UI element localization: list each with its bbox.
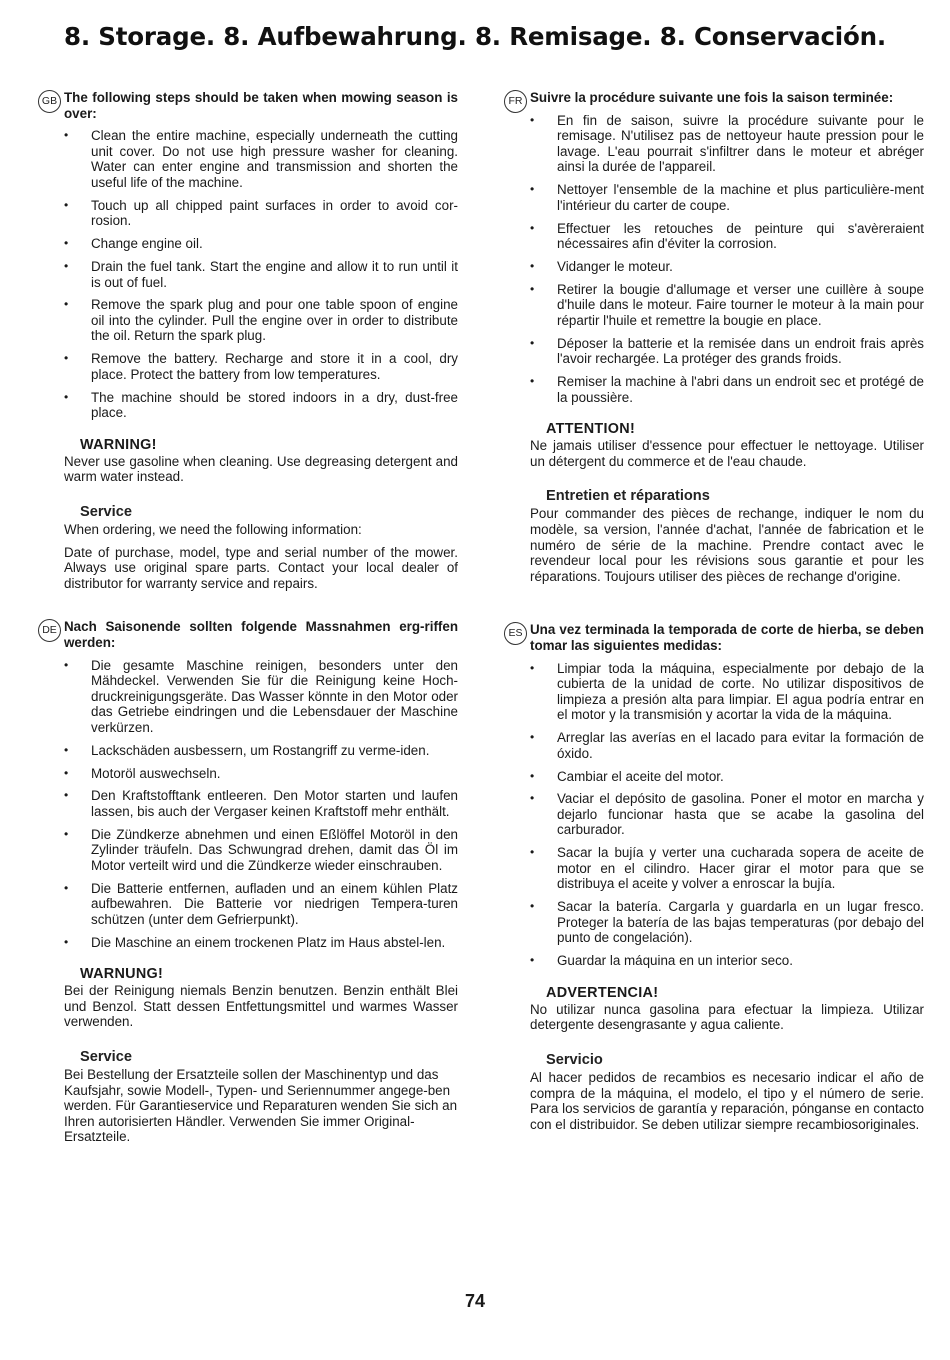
warning-text: No utilizar nunca gasolina para efectuar la limpieza. Utilizar detergente desengrasante y agua caliente. — [530, 1001, 924, 1033]
bullet-icon: • — [530, 220, 535, 235]
warning-text: Never use gasoline when cleaning. Use degreasing detergent and warm water instead. — [64, 453, 458, 485]
list-item: • Die gesamte Maschine reinigen, besonders unter den Mähdeckel. Verwenden Sie für die Reinigung keine Hoch-druckreinigungsgeräte. Das Wasser könnte in den Motor oder das Getriebe eindringen und die Lebensdauer der Maschine verkürzen. — [64, 657, 458, 735]
list-item: • Touch up all chipped paint surfaces in order to avoid cor-rosion. — [64, 197, 458, 229]
bullet-icon: • — [530, 845, 535, 860]
section-intro: Una vez terminada la temporada de corte de hierba, se deben tomar las siguientes medidas: — [530, 622, 924, 653]
service-text: Pour commander des pièces de rechange, indiquer le nom du modèle, sa version, l'année d'achat, l'année de fabrication et le numéro de série de la machine. Prendre contact avec le revendeur local pour les révisions sous garantie et pour les réparations. Toujours utiliser des pièces de rechange d'origine. — [530, 506, 924, 584]
service-text: When ordering, we need the following information: — [64, 522, 362, 537]
step-list — [64, 658, 458, 951]
section-fr — [508, 90, 924, 584]
list-item: • Vidanger le moteur. — [530, 258, 673, 274]
list-item: • Arreglar las averías en el lacado para evitar la formación de óxido. — [530, 730, 924, 761]
list-item: • Vaciar el depósito de gasolina. Poner el motor en marcha y dejarlo funcionar hasta que se acabe la gasolina del carburador. — [530, 791, 924, 838]
warning-text: Ne jamais utiliser d'essence pour effectuer le nettoyage. Utiliser un détergent du commerce et de l'eau chaude. — [530, 438, 924, 469]
language-badge-de: DE — [38, 619, 61, 642]
bullet-icon: • — [530, 335, 535, 350]
service-heading: Service — [80, 504, 132, 520]
warning-heading: ADVERTENCIA! — [546, 984, 659, 1001]
bullet-icon: • — [64, 826, 69, 841]
page-title: 8. Storage. 8. Aufbewahrung. 8. Remisage. 8. Conservación. — [64, 22, 886, 51]
list-item: • Die Zündkerze abnehmen und einen Eßlöffel Motoröl in den Zylinder träufeln. Das Schwungrad drehen, damit das Öl im Motor verteilt wird und die Zündkerze wieder einschrauben. — [64, 826, 458, 873]
list-item: • Sacar la batería. Cargarla y guardarla en un lugar fresco. Proteger la batería de las bajas temperaturas (por debajo del punto de congelación). — [530, 899, 924, 946]
bullet-icon: • — [64, 297, 69, 312]
bullet-icon: • — [530, 953, 535, 968]
list-item: • Déposer la batterie et la remisée dans un endroit frais après l'avoir rechargée. La protéger des grands froids. — [530, 335, 924, 367]
bullet-icon: • — [64, 389, 69, 404]
list-item: • Change engine oil. — [64, 236, 203, 252]
bullet-icon: • — [530, 112, 535, 127]
list-item: • Effectuer les retouches de peinture qui s'avèreraient nécessaires afin d'éviter la corrosion. — [530, 220, 924, 252]
list-item: • Remove the spark plug and pour one table spoon of engine oil into the cylinder. Pull the engine over in order to distribute the oil. Return the spark plug. — [64, 297, 458, 344]
list-item: • Remiser la machine à l'abri dans un endroit sec et protégé de la poussière. — [530, 374, 924, 405]
bullet-icon: • — [530, 791, 535, 806]
list-item: • Die Maschine an einem trockenen Platz im Haus abstel-len. — [64, 934, 446, 950]
list-item: • Sacar la bujía y verter una cucharada sopera de aceite de motor en el cilindro. Hacer girar el motor para que se distribuya el aceite y volver a enroscar la bujía. — [530, 845, 924, 892]
list-item: • Remove the battery. Recharge and store it in a cool, dry place. Protect the battery from low temperatures. — [64, 351, 458, 382]
list-item: • Guardar la máquina en un interior seco. — [530, 953, 793, 969]
bullet-icon: • — [530, 730, 535, 745]
bullet-icon: • — [530, 258, 535, 273]
section-de — [42, 619, 458, 1145]
service-heading: Servicio — [546, 1051, 603, 1068]
step-list — [530, 661, 924, 969]
bullet-icon: • — [64, 788, 69, 803]
step-list — [530, 113, 924, 406]
warning-heading: WARNING! — [80, 436, 157, 453]
bullet-icon: • — [530, 281, 535, 296]
list-item: • Limpiar toda la máquina, especialmente por debajo de la cubierta de la unidad de corte. No utilizar dispositivos de limpieza a presión alta para limpiar. El agua podría entrar en el motor y la transmisión y acortar la vida de la máquina. — [530, 660, 924, 723]
section-es — [508, 622, 924, 1132]
list-item: • Cambiar el aceite del motor. — [530, 768, 724, 784]
section-gb — [41, 90, 458, 591]
bullet-icon: • — [530, 660, 535, 675]
warning-heading: ATTENTION! — [546, 421, 636, 438]
step-list — [64, 128, 458, 421]
list-item: • Motoröl auswechseln. — [64, 765, 221, 781]
list-item: • Lackschäden ausbessern, um Rostangriff zu verme-iden. — [64, 742, 430, 758]
section-intro: Nach Saisonende sollten folgende Massnahmen erg-riffen werden: — [64, 619, 458, 650]
section-intro: The following steps should be taken when mowing season is over: — [64, 90, 458, 121]
list-item: • Den Kraftstofftank entleeren. Den Motor starten und laufen lassen, bis auch der Vergaser keinen Kraftstoff mehr enthält. — [64, 788, 458, 819]
language-badge-es: ES — [504, 622, 527, 645]
list-item: • Drain the fuel tank. Start the engine and allow it to run until it is out of fuel. — [64, 258, 458, 290]
page-number: 74 — [464, 1291, 486, 1311]
list-item: • Die Batterie entfernen, aufladen und an einem kühlen Platz aufbewahren. Die Batterie vor niedrigen Tempera-turen schützen (unter dem Gefrierpunkt). — [64, 880, 458, 927]
bullet-icon: • — [64, 128, 69, 143]
section-intro: Suivre la procédure suivante une fois la saison terminée: — [530, 90, 894, 105]
bullet-icon: • — [64, 657, 69, 672]
warning-heading: WARNUNG! — [80, 966, 164, 983]
warning-text: Bei der Reinigung niemals Benzin benutzen. Benzin enthält Blei und Benzol. Statt dessen Entfettungsmittel und warmes Wasser verwenden. — [64, 983, 458, 1030]
language-badge-fr: FR — [504, 90, 527, 113]
bullet-icon: • — [64, 197, 69, 212]
right-column — [508, 90, 924, 1132]
list-item: • Clean the entire machine, especially underneath the cutting unit cover. Do not use high pressure washer for cleaning. Water can enter engine and transmission and shorten the useful life of the machine. — [64, 128, 458, 190]
service-text: Al hacer pedidos de recambios es necesario indicar el año de compra de la máquina, el modelo, el tipo y el número de serie. Para los servicios de garantía y reparación, pónganse en contacto con el distribuidor. Se deben utilizar siempre recambiosoriginales. — [530, 1069, 924, 1132]
bullet-icon: • — [64, 258, 69, 273]
bullet-icon: • — [64, 880, 69, 895]
list-item: • The machine should be stored indoors in a dry, dust-free place. — [64, 389, 458, 421]
service-text: Date of purchase, model, type and serial number of the mower. Always use original spare parts. Contact your local dealer of distributor for warranty service and repairs. — [64, 544, 458, 591]
list-item: • Retirer la bougie d'allumage et verser une cuillère à soupe d'huile dans le moteur. Faire tourner le moteur à la main pour répartir l'huile et remettre la bougie en place. — [530, 281, 924, 328]
list-item: • Nettoyer l'ensemble de la machine et plus particulière-ment l'intérieur du carter de coupe. — [530, 182, 924, 213]
list-item: • En fin de saison, suivre la procédure suivante pour le remisage. N'utilisez pas de nettoyeur haute pression pour le lavage. L'eau pourrait s'infiltrer dans le moteur et abréger ainsi la durée de l'appareil. — [530, 112, 924, 175]
bullet-icon: • — [64, 351, 69, 366]
bullet-icon: • — [530, 182, 535, 197]
service-heading: Service — [80, 1048, 132, 1065]
bullet-icon: • — [530, 374, 535, 389]
bullet-icon: • — [530, 768, 535, 783]
bullet-icon: • — [64, 765, 69, 780]
bullet-icon: • — [64, 934, 69, 949]
bullet-icon: • — [64, 742, 69, 757]
left-column — [41, 90, 458, 1145]
service-heading: Entretien et réparations — [546, 488, 710, 505]
service-text: Bei Bestellung der Ersatzteile sollen der Maschinentyp und das Kaufsjahr, sowie Modell-, Typen- und Seriennummer angege-ben werden. Für Garantieservice und Reparaturen wenden Sie sich an Ihren autorisierten Händler. Verwenden Sie immer Original-Ersatzteile. — [64, 1066, 458, 1145]
language-badge-gb: GB — [38, 90, 61, 113]
bullet-icon: • — [64, 236, 69, 251]
bullet-icon: • — [530, 899, 535, 914]
